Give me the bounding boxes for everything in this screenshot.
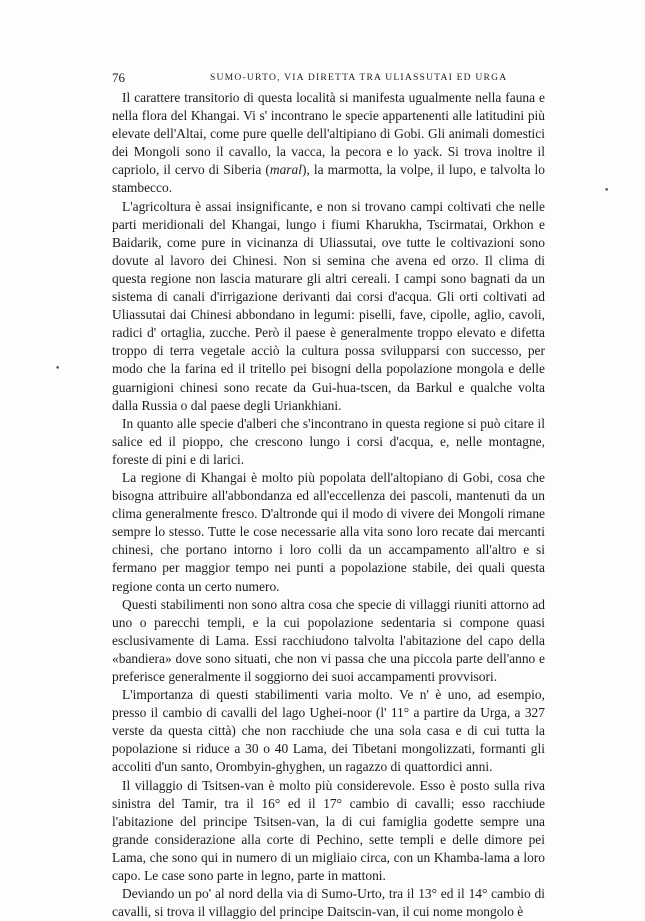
page-header bbox=[112, 70, 545, 86]
paragraph-fauna-flora: Il carattere transitorio di questa località si manifesta ugualmente nella fauna e nella flora del Khangai. Vi s' incontrano le specie appartenenti alle latitudini più elevate dell'Altai, come pure quelle dell'altipiano di Gobi. Gli animali domestici dei Mongoli sono il cavallo, la vacca, la pecora e lo yack. Si trova inoltre il capriolo, il cervo di Siberia (maral), la marmotta, la volpe, il lupo, e talvolta lo stambecco. bbox=[112, 90, 545, 196]
paragraph-settlements: Questi stabilimenti non sono altra cosa che specie di villaggi riuniti attorno ad uno o parecchi templi, e la cui popolazione sedentaria si compone quasi esclusivamente di Lama. Essi racchiudono talvolta l'abitazione del capo della «bandiera» dove sono situati, che non vi passa che una piccola parte dell'anno e preferisce generalmente il soggiorno dei suoi accampamenti provvisori. bbox=[112, 596, 545, 684]
paragraph-daitscin-van: Deviando un po' al nord della via di Sumo-Urto, tra il 13° ed il 14° cambio di cavalli, si trova il villaggio del principe Daitscin-van, il cui nome mongolo è bbox=[112, 886, 545, 920]
italic-term-maral: maral bbox=[269, 162, 302, 178]
margin-dot: • bbox=[55, 364, 61, 374]
paragraph-population: La regione di Khangai è molto più popolata dell'altopiano di Gobi, cosa che bisogna attribuire all'abbondanza ed all'eccellenza dei pascoli, mantenuti da un clima generalmente fresco. D'altronde qui il modo di vivere dei Mongoli rimane sempre lo stesso. Tutte le cose necessarie alla vita sono loro recate dai mercanti chinesi, che portano intorno i loro colli da un accampamento all'altro e si fermano per maggior tempo nei punti a popolazione stabile, dei quali questa regione conta un certo numero. bbox=[112, 469, 545, 594]
margin-dot: • bbox=[604, 186, 610, 196]
body-text bbox=[112, 89, 545, 921]
paragraph-tsitsen-van: Il villaggio di Tsitsen-van è molto più considerevole. Esso è posto sulla riva sinistra del Tamir, tra il 16° ed il 17° cambio di cavalli; esso racchiude l'abitazione del principe Tsitsen-van, la di cui famiglia godette sempre una grande considerazione alla corte di Pechino, sette templi e delle dimore pei Lama, che sono qui in numero di un migliaio circa, con un Khamba-lama a loro capo. Le case sono parte in legno, parte in mattoni. bbox=[112, 777, 545, 884]
paragraph-agriculture: L'agricoltura è assai insignificante, e non si trovano campi coltivati che nelle parti meridionali del Khangai, lungo i fiumi Kharukha, Tscirmatai, Orkhon e Baidarik, come pure in vicinanza di Uliassutai, ove tutte le coltivazioni sono dovute al lavoro dei Chinesi. Non si semina che avena ed orzo. Il clima di questa regione non lascia maturare gli altri cereali. I campi sono bagnati da un sistema di canali d'irrigazione derivanti dai corsi d'acqua. Gli orti coltivati ad Uliassutai dai Chinesi abbondano in legumi: piselli, fave, cipolle, aglio, cavoli, radici d' ortaglia, zucche. Però il paese è generalmente troppo elevato e difetta troppo di terra vegetale acciò la cultura possa svilupparsi con successo, per modo che la farina ed il tritello pei bisogni della popolazione mongola e delle guarnigioni chinesi sono recate da Gui-hua-tscen, da Barkul e qualche volta dalla Russia o dal paese degli Uriankhiani. bbox=[112, 198, 545, 413]
paragraph-importance: L'importanza di questi stabilimenti varia molto. Ve n' è uno, ad esempio, presso il cambio di cavalli del lago Ughei-noor (l' 11° a partire da Urga, a 327 verste da questa città) che non racchiude che una sola casa e di cui tutta la popolazione si riduce a 30 o 40 Lama, dei Tibetani mongolizzati, formanti gli accoliti d'un santo, Orombyin-ghyghen, un ragazzo di quattordici anni. bbox=[112, 687, 545, 775]
page-number: 76 bbox=[112, 70, 125, 85]
running-title: SUMO-URTO, VIA DIRETTA TRA ULIASSUTAI ED URGA bbox=[210, 72, 508, 83]
paragraph-trees: In quanto alle specie d'alberi che s'incontrano in questa regione si può citare il salice ed il pioppo, che crescono lungo i corsi d'acqua, e, nelle montagne, foreste di pini e di larici. bbox=[112, 415, 545, 467]
